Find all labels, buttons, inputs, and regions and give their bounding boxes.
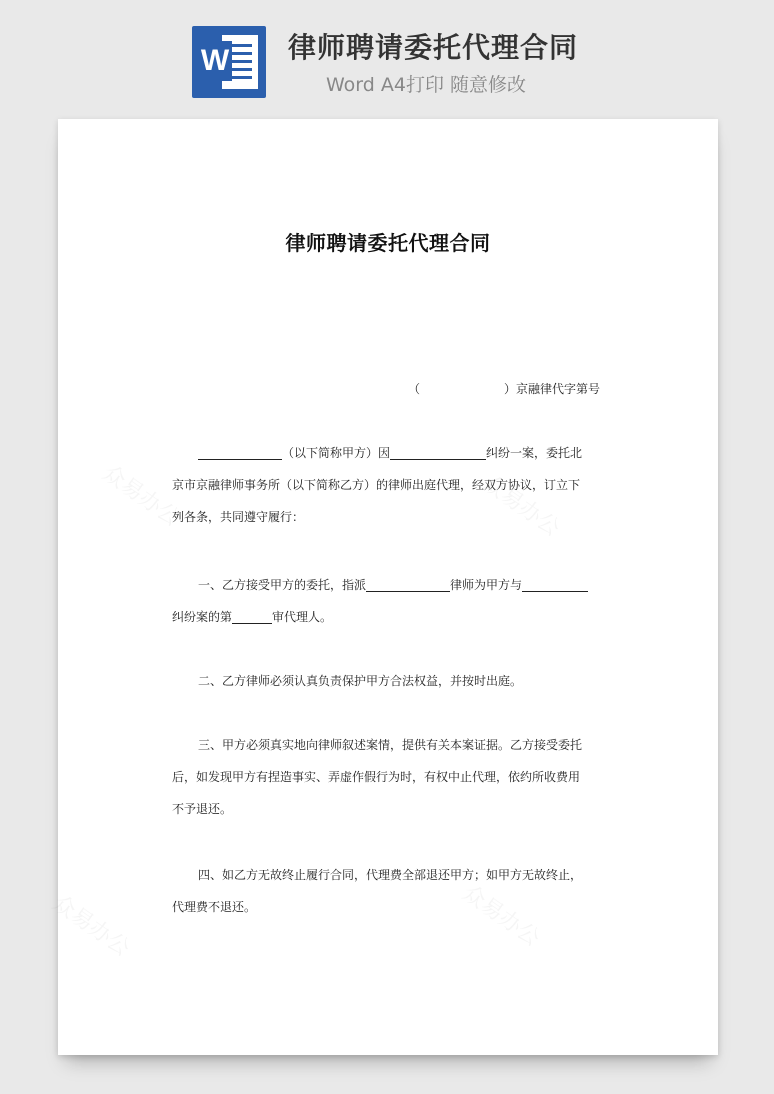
paragraph-line [172,601,602,633]
paragraph-text: 二、乙方律师必须认真负责保护甲方合法权益，并按时出庭。 [198,674,523,688]
paragraph-line [172,437,602,469]
paragraph-text: （以下简称甲方）因 [282,446,391,460]
document-page [47,119,718,1055]
paragraph-text: 纠纷案的第 [172,610,233,624]
watermark: 众易办公 [97,460,185,532]
paragraph-clause-2 [172,665,602,697]
paragraph-text: 律师为甲方与 [450,578,523,592]
document-title: 律师聘请委托代理合同 [285,231,491,255]
paragraph-line: 列各条，共同遵守履行： [172,510,305,524]
dispute-blank [390,445,486,460]
app-subtitle: Word A4打印 随意修改 [326,74,527,96]
paragraph-line: 不予退还。 [172,802,233,816]
app-title: 律师聘请委托代理合同 [288,31,579,64]
word-icon [192,26,266,98]
paragraph-text: 四、如乙方无故终止履行合同，代理费全部退还甲方；如甲方无故终止， [198,868,583,882]
paragraph-line [172,859,602,891]
paragraph-text: 纠纷一案，委托北 [486,446,583,460]
word-icon-letter: W [198,41,232,81]
paragraph-line [172,569,602,601]
paragraph-clause-4 [172,859,602,923]
paragraph-clause-3 [172,729,602,825]
paragraph-intro [172,437,602,533]
paragraph-line [172,729,602,761]
opposing-party-blank [522,577,588,592]
paragraph-text: 三、甲方必须真实地向律师叙述案情，提供有关本案证据。乙方接受委托 [198,738,583,752]
party-a-blank [198,445,282,460]
watermark: 众易办公 [477,470,565,542]
header [0,0,774,112]
paragraph-line: 代理费不退还。 [172,900,257,914]
paragraph-line [172,665,602,697]
watermark: 众易办公 [47,890,135,962]
paragraph-clause-1 [172,569,602,633]
reference-close: ）京融律代字第号 [504,382,601,396]
reference-number [408,380,600,397]
paragraph-text: 一、乙方接受甲方的委托，指派 [198,578,367,592]
paragraph-line: 后，如发现甲方有捏造事实、弄虚作假行为时，有权中止代理，依约所收费用 [172,770,581,784]
lawyer-name-blank [366,577,450,592]
paragraph-text: 审代理人。 [272,610,333,624]
reference-open: （ [408,382,421,396]
instance-blank [232,609,272,624]
paragraph-line: 京市京融律师事务所（以下简称乙方）的律师出庭代理，经双方协议，订立下 [172,478,581,492]
watermark: 众易办公 [457,880,545,952]
